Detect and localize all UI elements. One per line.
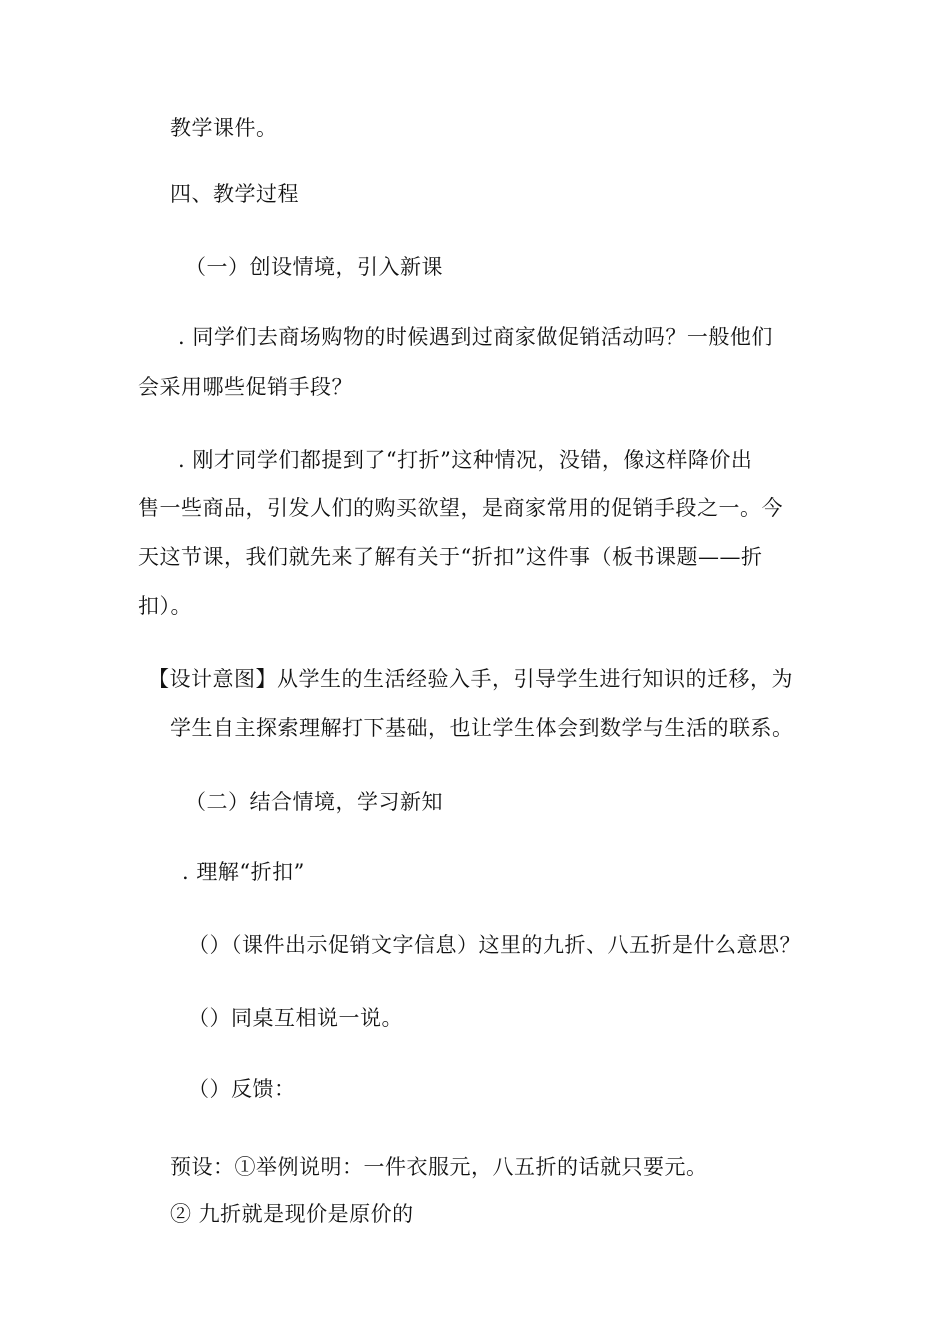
paragraph-2-line-3: 天这节课，我们就先来了解有关于“折扣”这件事（板书课题——折 bbox=[138, 545, 763, 569]
item-2: （）同桌互相说一说。 bbox=[188, 1006, 403, 1030]
item-3: （）反馈： bbox=[188, 1077, 296, 1101]
paragraph-2-line-2: 售一些商品，引发人们的购买欲望，是商家常用的促销手段之一。今 bbox=[138, 496, 783, 520]
paragraph-2-line-4: 扣）。 bbox=[138, 594, 192, 618]
part-two-heading: （二）结合情境，学习新知 bbox=[185, 790, 443, 814]
section-heading-teaching-process: 四、教学过程 bbox=[170, 182, 299, 206]
preset-line-1: 预设：①举例说明：一件衣服元，八五折的话就只要元。 bbox=[170, 1155, 708, 1179]
design-intent-line-1: 【设计意图】从学生的生活经验入手，引导学生进行知识的迁移，为 bbox=[148, 667, 793, 691]
item-1: （）（课件出示促销文字信息）这里的九折、八五折是什么意思？ bbox=[188, 933, 801, 957]
part-one-heading: （一）创设情境，引入新课 bbox=[185, 255, 443, 279]
design-intent-line-2: 学生自主探索理解打下基础，也让学生体会到数学与生活的联系。 bbox=[170, 716, 794, 740]
paragraph-2-line-1: . 刚才同学们都提到了“打折”这种情况，没错，像这样降价出 bbox=[178, 448, 753, 472]
materials-line: 教学课件。 bbox=[170, 116, 278, 140]
paragraph-1-line-1: . 同学们去商场购物的时候遇到过商家做促销活动吗？一般他们 bbox=[178, 325, 773, 349]
understand-discount-heading: . 理解“折扣” bbox=[182, 860, 305, 884]
paragraph-1-line-2: 会采用哪些促销手段？ bbox=[138, 375, 353, 399]
preset-line-2: ② 九折就是现价是原价的 bbox=[170, 1202, 414, 1226]
